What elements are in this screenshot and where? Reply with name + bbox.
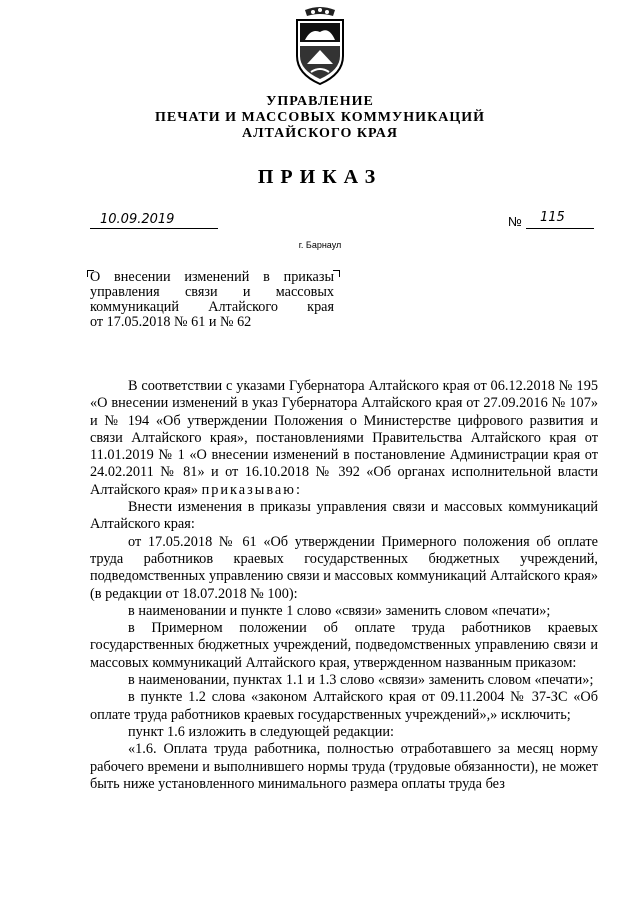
subject-line: О внесении изменений в приказы xyxy=(90,269,334,285)
body-paragraph: Внести изменения в приказы управления связи и массовых коммуникаций Алтайского края: xyxy=(90,499,598,533)
document-subject xyxy=(90,270,334,330)
body-paragraph: «1.6. Оплата труда работника, полностью отработавшего за месяц норму рабочего времени и выполнившего нормы труда (трудовые обязанности), не может быть ниже установленного минимального размера оплаты труда без xyxy=(90,741,598,792)
date-underline xyxy=(90,228,218,229)
document-number: 115 xyxy=(540,210,565,225)
document-body xyxy=(90,378,598,793)
document-city: г. Барнаул xyxy=(298,240,342,250)
subject-bracket-right xyxy=(333,270,340,277)
org-name-line3: АЛТАЙСКОГО КРАЯ xyxy=(241,126,399,141)
subject-line: коммуникаций Алтайского края xyxy=(90,299,334,315)
body-paragraph: от 17.05.2018 № 61 «Об утверждении Примерного положения об оплате труда работников краевых государственных бюджетных учреждений, подведомственных управлению связи и массовых коммуникаций Алтайского края» (в редакции от 18.07.2018 № 100): xyxy=(90,533,598,602)
document-type-title: ПРИКАЗ xyxy=(257,166,383,188)
body-paragraph: в наименовании, пунктах 1.1 и 1.3 слово «связи» заменить словом «печати»; xyxy=(128,672,594,689)
preamble-text: В соответствии с указами Губернатора Алтайского края от 06.12.2018 № 195 «О внесении изменений в указ Губернатора Алтайского края от 27.09.2016 № 107» и № 194 «Об утверждении Положения о Министерстве цифрового развития и связи Алтайского края», постановлениями Правительства Алтайского края от 11.01.2019 № 1 «О внесении изменений в постановление Администрации края от 24.02.2011 № 81» и от 16.10.2018 № 392 «Об органах исполнительной власти Алтайского края» xyxy=(90,378,598,498)
body-paragraph xyxy=(90,378,598,499)
body-paragraph: в наименовании и пункте 1 слово «связи» заменить словом «печати»; xyxy=(128,602,551,619)
body-paragraph: в пункте 1.2 слова «законом Алтайского края от 09.11.2004 № 37-ЗС «Об оплате труда работников краевых государственных учреждений»,» исключить; xyxy=(90,689,598,723)
number-label: № xyxy=(508,214,522,229)
document-date: 10.09.2019 xyxy=(100,212,175,227)
number-underline xyxy=(526,228,594,229)
subject-line: от 17.05.2018 № 61 и № 62 xyxy=(90,314,252,330)
order-word: приказываю: xyxy=(201,481,302,498)
org-name-line1: УПРАВЛЕНИЕ xyxy=(266,94,374,109)
body-paragraph: в Примерном положении об оплате труда работников краевых государственных бюджетных учреждений, подведомственных управлению связи и массовых коммуникаций Алтайского края, утвержденном названным приказом: xyxy=(90,620,598,671)
body-paragraph: пункт 1.6 изложить в следующей редакции: xyxy=(128,723,395,740)
coat-of-arms-icon xyxy=(293,6,347,86)
subject-line: управления связи и массовых xyxy=(90,284,334,300)
org-name-line2: ПЕЧАТИ И МАССОВЫХ КОММУНИКАЦИЙ xyxy=(154,110,486,125)
